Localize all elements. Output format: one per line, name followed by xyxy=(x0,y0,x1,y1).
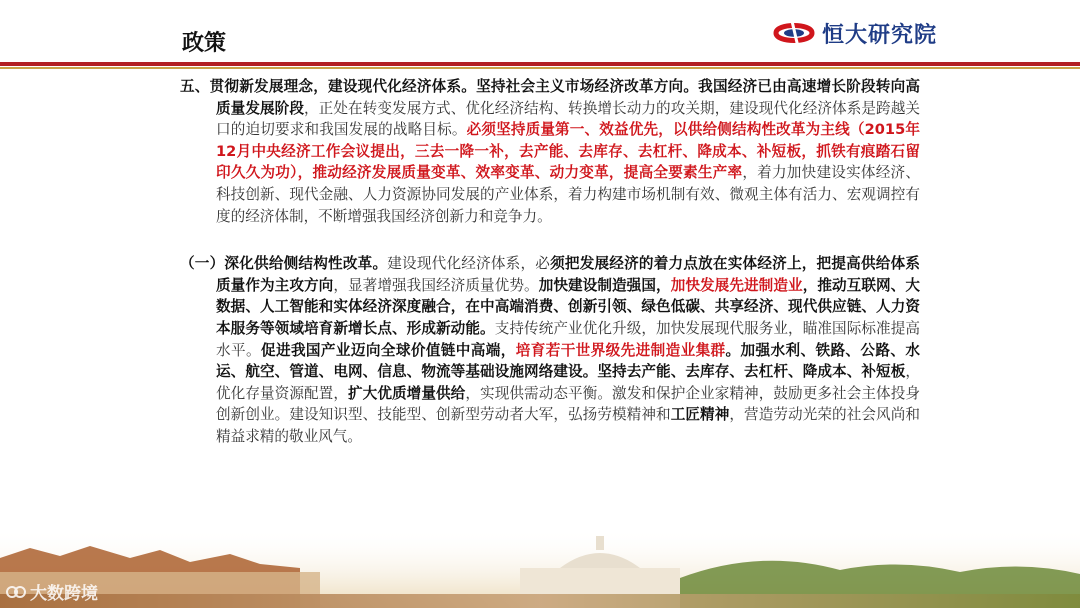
watermark xyxy=(6,579,98,604)
hengda-logo-icon xyxy=(772,17,816,49)
brand-name: 恒大研究院 xyxy=(822,22,938,48)
paragraph2-segment: （一）深化供给侧结构性改革。 xyxy=(180,255,388,273)
paragraph2-segment: 扩大优质增量供给 xyxy=(348,384,466,402)
footer-scenery xyxy=(0,528,1080,608)
paragraph-supply-side-reform xyxy=(180,253,920,447)
header-rule-gold xyxy=(0,67,1080,69)
paragraph2-segment: ，实现供需动态平衡。激发和保护企业家精神，鼓励更多社会主体投身创新创业。建设知识型、技能型、创新型劳动者大军，弘扬劳模精神和 xyxy=(216,384,920,424)
paragraph2-segment: 加快发展先进制造业 xyxy=(670,276,803,294)
paragraph2-segment: 工匠精神 xyxy=(670,406,730,424)
paragraph1-segment: 必须坚持质量第一、效益优先，以供给侧结构性改革为主线（2015年12月中央经济工作会议提出，三去一降一补，去产能、去库存、去杠杆、降成本、补短板，抓铁有痕踏石留印久久为功），推动经济发展质量变革、效率变革、动力变革，提高全要素生产率 xyxy=(216,121,920,182)
paragraph2-segment: 须把发展经济的着力点放在实体经济上，把提高供给体系质量作为主攻方向 xyxy=(216,255,920,294)
header-rule-red xyxy=(0,62,1080,66)
paragraph1-segment: ，着力加快建设实体经济、科技创新、现代金融、人力资源协同发展的产业体系，着力构建市场机制有效、微观主体有活力、宏观调控有度的经济体制，不断增强我国经济创新力和竞争力。 xyxy=(216,164,920,225)
paragraph2-segment: 建设现代化经济体系，必 xyxy=(387,255,551,273)
slide-body xyxy=(180,76,920,448)
paragraph2-segment: 促进我国产业迈向全球价值链中高端， xyxy=(260,341,516,359)
paragraph2-segment: ，优化存量资源配置， xyxy=(216,363,920,402)
paragraph2-segment: 。加强水利、铁路、公路、水运、航空、管道、电网、信息、物流等基础设施网络建设。坚持去产能、去库存、去杠杆、降成本、补短板 xyxy=(216,341,920,381)
brand-logo xyxy=(772,16,937,50)
paragraph2-segment: 加快建设制造强国， xyxy=(538,276,671,294)
slide-header xyxy=(0,0,1080,62)
paragraph1-segment: 五、贯彻新发展理念，建设现代化经济体系。坚持社会主义市场经济改革方向。我国经济已由高速增长阶段转向高质量发展阶段 xyxy=(180,78,920,117)
paragraph2-segment: ，显著增强我国经济质量优势。 xyxy=(333,276,539,294)
paragraph2-segment: ，推动互联网、大数据、人工智能和实体经济深度融合，在中高端消费、创新引领、绿色低碳、共享经济、现代供应链、人力资本服务等领域培育新增长点、形成新动能。 xyxy=(216,276,920,337)
paragraph2-segment: 支持传统产业优化升级，加快发展现代服务业，瞄准国际标准提高水平。 xyxy=(216,319,920,359)
slide-title: 政策 xyxy=(182,31,227,56)
paragraph2-segment: 培育若干世界级先进制造业集群 xyxy=(515,341,726,359)
watermark-logo-icon xyxy=(6,584,26,600)
paragraph1-segment: ，正处在转变发展方式、优化经济结构、转换增长动力的攻关期，建设现代化经济体系是跨越关口的迫切要求和我国发展的战略目标。 xyxy=(216,99,920,139)
building-skyline-image xyxy=(0,528,1080,608)
watermark-text: 大数跨境 xyxy=(30,584,98,604)
paragraph2-segment: ，营造劳动光荣的社会风尚和精益求精的敬业风气。 xyxy=(216,406,920,445)
paragraph-economic-system xyxy=(180,76,920,227)
